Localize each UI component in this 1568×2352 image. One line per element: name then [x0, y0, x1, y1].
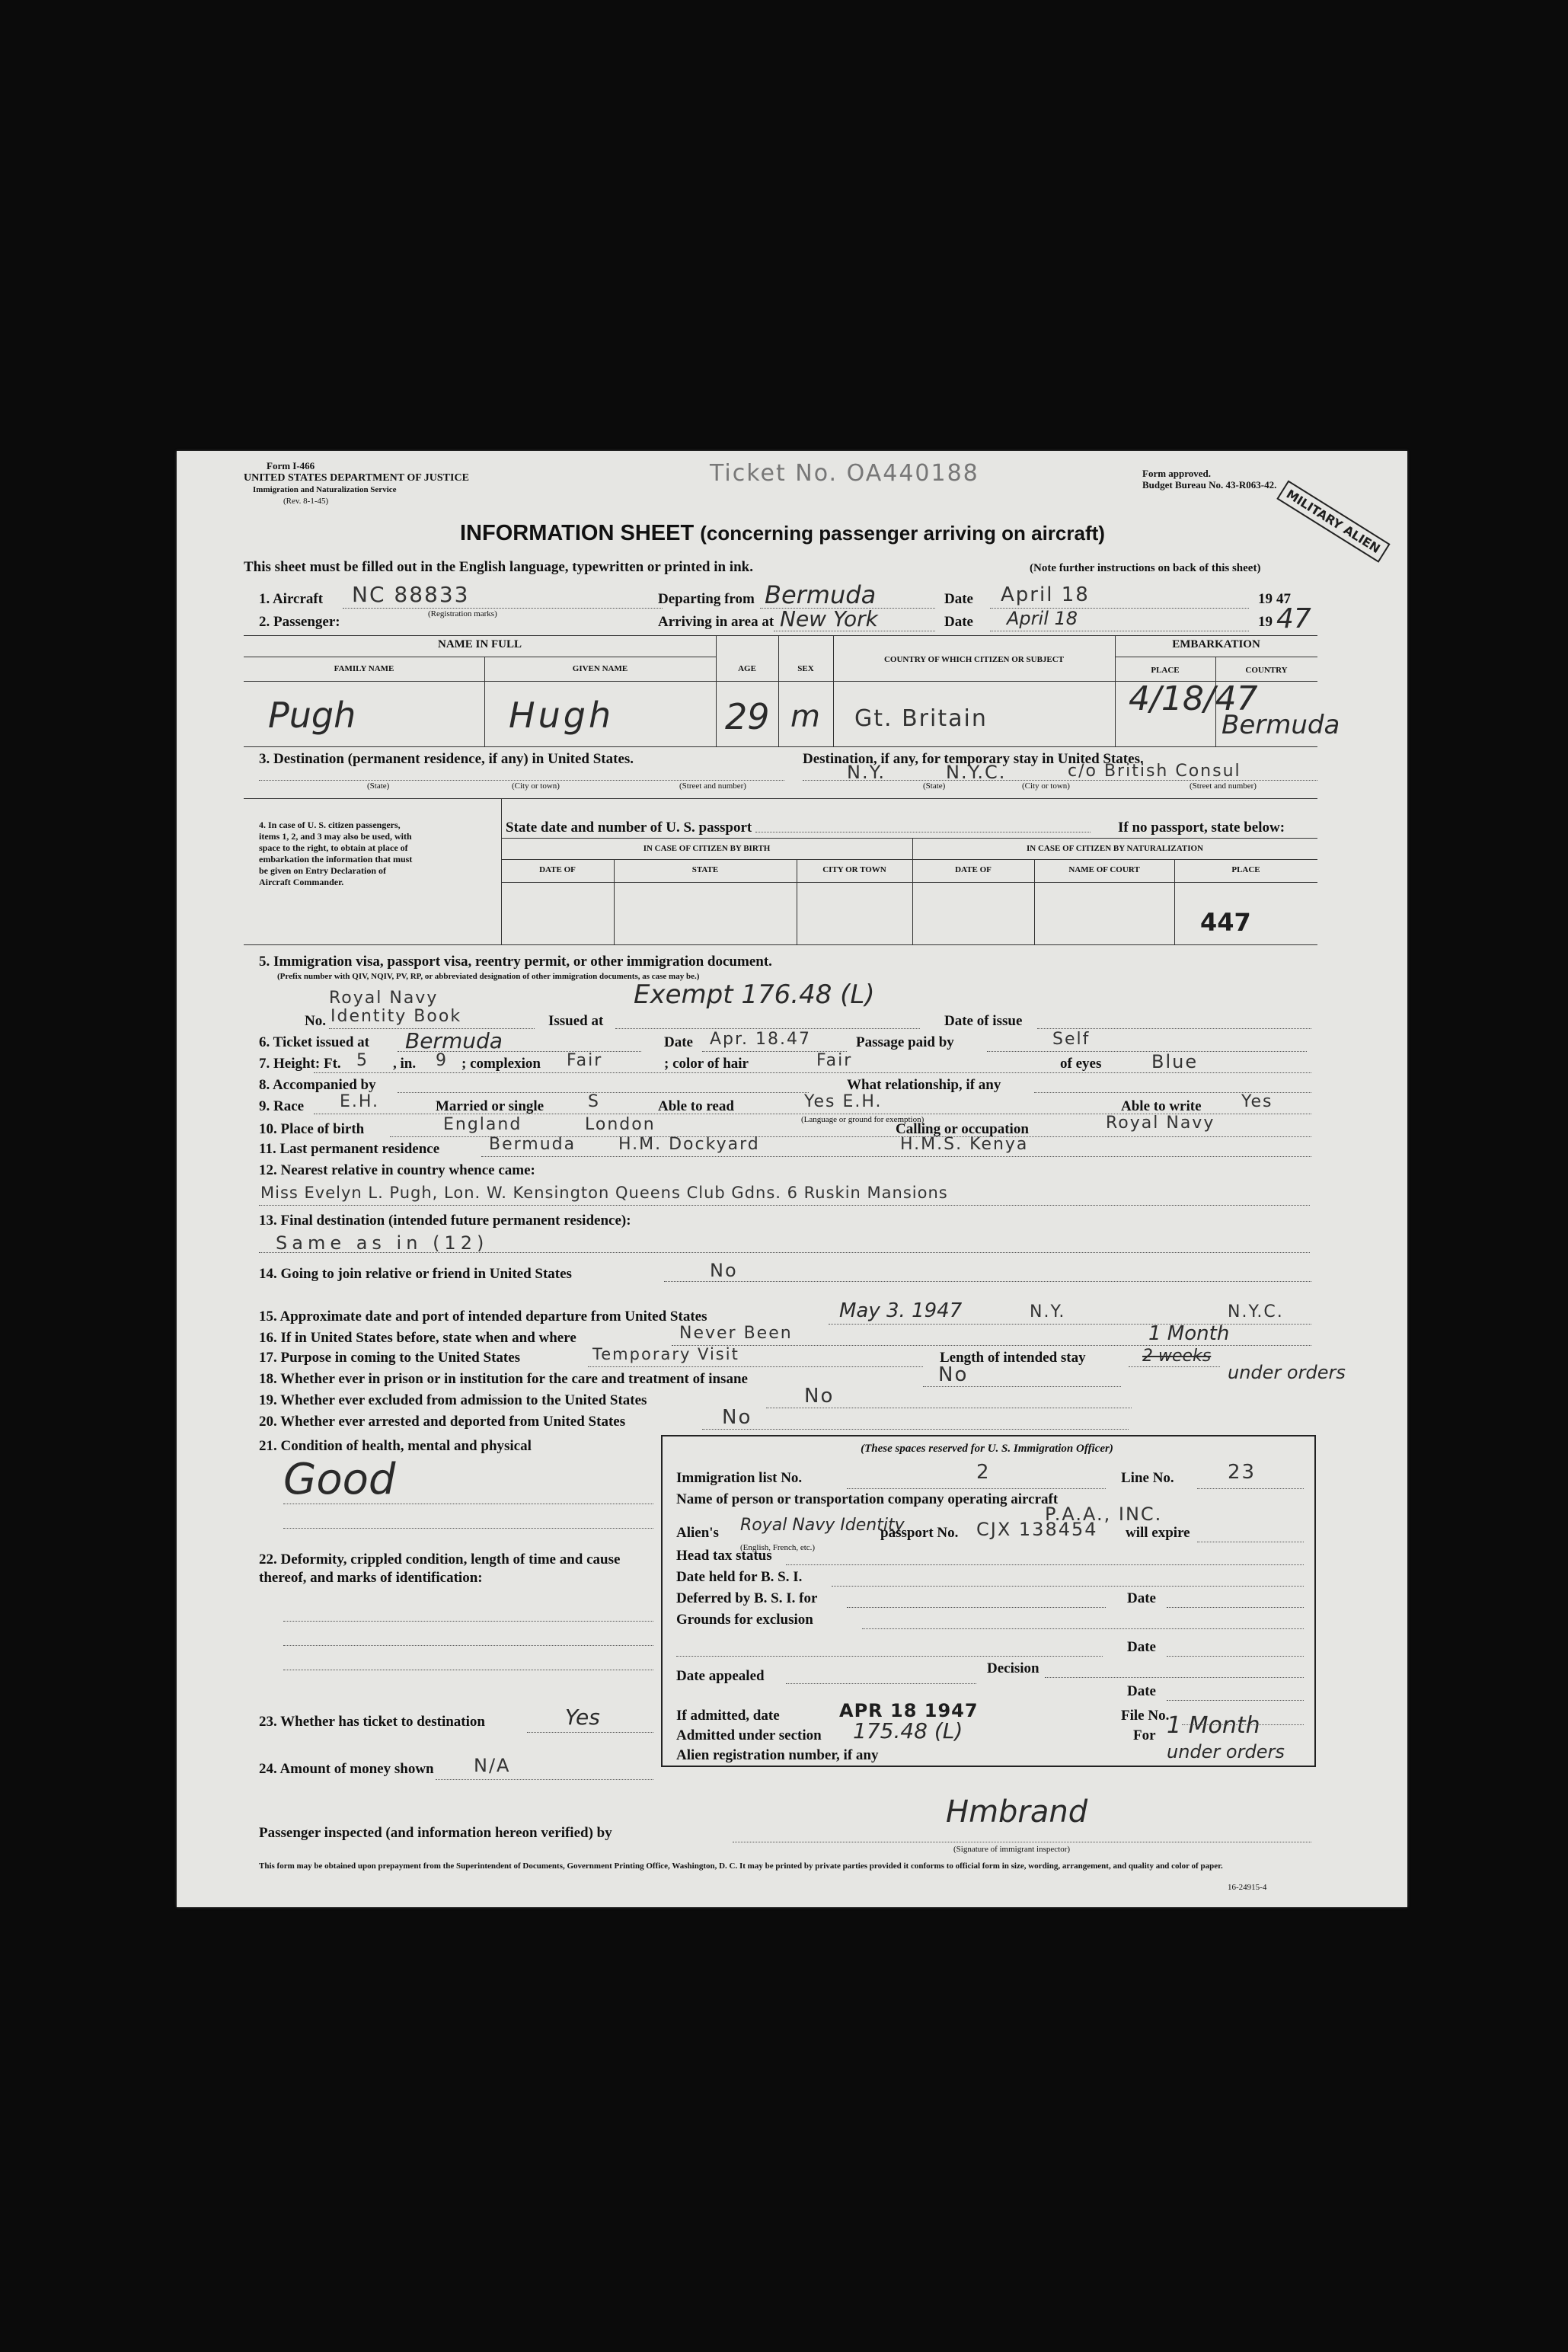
service-name: Immigration and Naturalization Service [253, 485, 397, 494]
document-no-label: No. [305, 1013, 326, 1029]
purpose-value: Temporary Visit [592, 1345, 739, 1363]
deported-value: No [722, 1406, 752, 1429]
form-sheet [177, 451, 1407, 1907]
health-label: 21. Condition of health, mental and physical [259, 1438, 532, 1454]
deformity-label: 22. Deformity, crippled condition, length of time and cause thereof, and marks of identification: [259, 1551, 621, 1586]
write-value: Yes [1241, 1092, 1273, 1111]
accompanied-label: 8. Accompanied by [259, 1077, 376, 1093]
prior-visit-label: 16. If in United States before, state when and where [259, 1330, 576, 1346]
language-caption: (Language or ground for exemption) [801, 1115, 925, 1124]
nearest-relative-value: Miss Evelyn L. Pugh, Lon. W. Kensington Queens Club Gdns. 6 Ruskin Mansions [260, 1184, 948, 1202]
page-number-stamp: 447 [1200, 908, 1251, 937]
occupation-label: Calling or occupation [896, 1121, 1029, 1137]
height-label: 7. Height: Ft. [259, 1056, 341, 1072]
form-number: Form I-466 [267, 460, 315, 471]
budget-bureau-number: Budget Bureau No. 43-R063-42. [1142, 479, 1277, 491]
temp-destination-label: Destination, if any, for temporary stay in United States. [803, 751, 1144, 767]
birth-city-value: London [585, 1115, 656, 1134]
last-residence-country: Bermuda [489, 1135, 576, 1154]
departure-plan-state: N.Y. [1030, 1302, 1066, 1321]
ticket-to-destination-label: 23. Whether has ticket to destination [259, 1714, 485, 1730]
passport-no-value: CJX 138454 [976, 1519, 1098, 1540]
married-value: S [588, 1092, 600, 1111]
race-value: E.H. [340, 1092, 380, 1111]
passenger-label: 2. Passenger: [259, 614, 340, 630]
passage-paid-label: Passage paid by [856, 1034, 954, 1050]
embarkation-header: EMBARKATION [1172, 638, 1260, 650]
passage-paid-value: Self [1052, 1030, 1091, 1049]
hair-color-label: ; color of hair [664, 1056, 749, 1072]
instruction-text: This sheet must be filled out in the English language, typewritten or printed in ink. [244, 559, 753, 575]
military-alien-stamp: MILITARY ALIEN [1276, 480, 1390, 562]
decision-label: Decision [987, 1660, 1039, 1676]
stay-correction: 1 Month [1148, 1322, 1230, 1345]
departure-plan-label: 15. Approximate date and port of intended departure from United States [259, 1309, 707, 1325]
line-no-label: Line No. [1121, 1470, 1174, 1486]
money-value: N/A [474, 1755, 511, 1776]
exempt-section: Exempt 176.48 (L) [634, 979, 875, 1010]
date-label-2: Date [944, 614, 973, 630]
departure-plan-date: May 3. 1947 [839, 1299, 963, 1322]
alien-registration-label: Alien registration number, if any [676, 1747, 879, 1763]
race-label: 9. Race [259, 1098, 305, 1114]
passport-label: State date and number of U. S. passport [506, 820, 752, 836]
aircraft-registration: NC 88833 [352, 582, 470, 607]
family-name-header: FAMILY NAME [334, 664, 394, 673]
excluded-label: 19. Whether ever excluded from admission to the United States [259, 1392, 647, 1408]
aircraft-label: 1. Aircraft [259, 591, 324, 607]
street-caption-2: (Street and number) [1190, 781, 1257, 791]
name-in-full-header: NAME IN FULL [437, 638, 522, 650]
departure-year: 47 [1276, 591, 1291, 607]
departure-plan-city: N.Y.C. [1228, 1302, 1284, 1321]
prior-visit-value: Never Been [679, 1324, 793, 1343]
passport-no-label: passport No. [880, 1525, 959, 1541]
money-label: 24. Amount of money shown [259, 1761, 434, 1777]
date-appealed-label: Date appealed [676, 1668, 765, 1684]
col-state: STATE [691, 865, 719, 874]
decision-date-label: Date [1127, 1683, 1156, 1699]
prison-label: 18. Whether ever in prison or in institution for the care and treatment of insane [259, 1371, 748, 1387]
col-place: PLACE [1231, 865, 1260, 874]
temp-state-value: N.Y. [847, 762, 886, 783]
col-date-of-1: DATE OF [539, 865, 576, 874]
occupation-value: Royal Navy [1106, 1114, 1215, 1133]
given-name-value: Hugh [509, 695, 615, 736]
height-in-value: 9 [436, 1051, 448, 1070]
stay-length-value: 2 weeks [1142, 1347, 1212, 1366]
embark-country-value: Bermuda [1222, 710, 1340, 740]
visa-sub-instruction: (Prefix number with QIV, NQIV, PV, RP, or abbreviated designation of other immigration documents, as case may be.) [277, 972, 700, 981]
relationship-label: What relationship, if any [847, 1077, 1001, 1093]
revision-date: (Rev. 8-1-45) [283, 497, 329, 506]
street-caption-1: (Street and number) [679, 781, 746, 791]
stay-note: under orders [1228, 1362, 1346, 1383]
ticket-date-label: Date [664, 1034, 693, 1050]
admitted-section-label: Admitted under section [676, 1727, 822, 1743]
nearest-relative-label: 12. Nearest relative in country whence came: [259, 1162, 535, 1178]
country-header: COUNTRY OF WHICH CITIZEN OR SUBJECT [883, 655, 1065, 664]
col-city-or-town: CITY OR TOWN [822, 865, 886, 874]
inspected-by-label: Passenger inspected (and information hereon verified) by [259, 1825, 612, 1841]
city-caption-1: (City or town) [512, 781, 560, 791]
eye-color-label: of eyes [1060, 1056, 1102, 1072]
citizen-country-value: Gt. Britain [854, 705, 988, 732]
deferred-date-label: Date [1127, 1590, 1156, 1606]
last-residence-street: H.M.S. Kenya [900, 1135, 1029, 1154]
form-code: 16-24915-4 [1228, 1883, 1267, 1892]
footer-fine-print: This form may be obtained upon prepayment from the Superintendent of Documents, Government Printing Office, Washington, D. C. It may be printed by private parties provided it conforms to official form in size, wording, arrangement, and quality and color of paper. [259, 1861, 1223, 1871]
deferred-label: Deferred by B. S. I. for [676, 1590, 818, 1606]
registration-caption: (Registration marks) [428, 609, 497, 618]
ticket-to-destination-value: Yes [565, 1705, 600, 1730]
write-label: Able to write [1121, 1098, 1202, 1114]
excluded-value: No [804, 1385, 835, 1408]
age-header: AGE [738, 664, 756, 673]
age-value: 29 [725, 696, 770, 737]
height-ft-value: 5 [356, 1051, 369, 1070]
issued-at-label: Issued at [548, 1013, 604, 1029]
hair-color-value: Fair [816, 1051, 853, 1070]
health-value: Good [283, 1455, 396, 1504]
for-label: For [1133, 1727, 1156, 1743]
join-relative-label: 14. Going to join relative or friend in United States [259, 1266, 572, 1282]
state-caption-1: (State) [367, 781, 390, 791]
arriving-label: Arriving in area at [658, 614, 774, 630]
birthplace-label: 10. Place of birth [259, 1121, 365, 1137]
read-label: Able to read [658, 1098, 734, 1114]
complexion-label: ; complexion [461, 1056, 541, 1072]
family-name-value: Pugh [268, 695, 356, 736]
departure-date: April 18 [1001, 583, 1090, 606]
eye-color-value: Blue [1151, 1051, 1199, 1072]
purpose-label: 17. Purpose in coming to the United States [259, 1350, 521, 1366]
alien-label: Alien's [676, 1525, 719, 1541]
state-caption-2: (State) [923, 781, 946, 791]
signature-caption: (Signature of immigrant inspector) [953, 1845, 1071, 1854]
line-no-value: 23 [1228, 1461, 1257, 1484]
visa-document: Royal Navy [329, 989, 439, 1008]
temp-street-value: c/o British Consul [1068, 762, 1241, 781]
height-in-label: , in. [393, 1056, 417, 1072]
company-label: Name of person or transportation company operating aircraft [676, 1491, 1059, 1507]
alien-document-value: Royal Navy Identity [740, 1516, 905, 1535]
immigration-list-value: 2 [976, 1461, 991, 1484]
grounds-exclusion-label: Grounds for exclusion [676, 1612, 813, 1628]
final-destination-label: 13. Final destination (intended future permanent residence): [259, 1213, 631, 1229]
exclusion-date-label: Date [1127, 1639, 1156, 1655]
destination-label: 3. Destination (permanent residence, if any) in United States. [259, 751, 634, 767]
company-value: P.A.A., INC. [1045, 1504, 1163, 1525]
married-label: Married or single [436, 1098, 544, 1114]
final-destination-value: Same as in (12) [276, 1232, 489, 1254]
admitted-date-label: If admitted, date [676, 1708, 780, 1724]
year-prefix-1: 19 [1258, 591, 1273, 607]
citizen-by-naturalization-header: IN CASE OF CITIZEN BY NATURALIZATION [1027, 844, 1203, 853]
held-for-bsi-label: Date held for B. S. I. [676, 1569, 803, 1585]
deported-label: 20. Whether ever arrested and deported from United States [259, 1414, 626, 1430]
for-value: 1 Month [1167, 1712, 1260, 1739]
file-no-label: File No. [1121, 1708, 1170, 1724]
date-label-1: Date [944, 591, 973, 607]
will-expire-label: will expire [1126, 1525, 1190, 1541]
date-of-issue-label: Date of issue [944, 1013, 1023, 1029]
for-note: under orders [1167, 1741, 1285, 1762]
note-text: (Note further instructions on back of this sheet) [1030, 562, 1261, 574]
read-value: Yes E.H. [804, 1092, 883, 1111]
join-relative-value: No [710, 1260, 738, 1281]
admitted-section-value: 175.48 (L) [853, 1718, 963, 1743]
stay-length-label: Length of intended stay [940, 1350, 1086, 1366]
form-approved: Form approved. [1142, 468, 1212, 479]
ticket-date-value: Apr. 18.47 [710, 1030, 812, 1049]
col-name-of-court: NAME OF COURT [1068, 865, 1140, 874]
sex-value: m [790, 699, 820, 734]
departing-value: Bermuda [765, 580, 877, 609]
inspector-signature: Hmbrand [946, 1794, 1088, 1830]
given-name-header: GIVEN NAME [572, 664, 628, 673]
ticket-issued-value: Bermuda [405, 1028, 503, 1053]
complexion-value: Fair [567, 1051, 603, 1070]
us-citizen-instructions: 4. In case of U. S. citizen passengers, items 1, 2, and 3 may also be used, with space to the right, to obtain at place of embarkation the information that must be given on Entry Declaration of Aircraft Commander. [259, 820, 413, 887]
col-date-of-2: DATE OF [955, 865, 992, 874]
department-name: UNITED STATES DEPARTMENT OF JUSTICE [244, 472, 469, 484]
document-no-value: Identity Book [331, 1007, 462, 1026]
year-prefix-2: 19 [1258, 614, 1273, 630]
ticket-number: Ticket No. OA440188 [710, 460, 979, 487]
embark-place-value: 4/18/47 [1129, 679, 1258, 718]
arrival-date: April 18 [1007, 608, 1078, 629]
language-caption-2: (English, French, etc.) [740, 1543, 816, 1552]
head-tax-label: Head tax status [676, 1548, 772, 1564]
no-passport-label: If no passport, state below: [1118, 820, 1285, 836]
birth-country-value: England [443, 1115, 522, 1134]
admitted-date-stamp: APR 18 1947 [839, 1700, 979, 1721]
arrival-year: 47 [1276, 603, 1311, 634]
visa-label: 5. Immigration visa, passport visa, reentry permit, or other immigration document. [259, 954, 772, 970]
immigration-list-label: Immigration list No. [676, 1470, 803, 1486]
temp-city-value: N.Y.C. [946, 762, 1007, 783]
arriving-value: New York [780, 606, 878, 631]
prison-value: No [938, 1363, 969, 1386]
sex-header: SEX [797, 664, 814, 673]
departing-label: Departing from [658, 591, 755, 607]
last-residence-city: H.M. Dockyard [618, 1135, 760, 1154]
place-header: PLACE [1151, 666, 1180, 675]
last-residence-label: 11. Last permanent residence [259, 1141, 440, 1157]
officer-box-title: (These spaces reserved for U. S. Immigration Officer) [861, 1443, 1113, 1455]
form-title: INFORMATION SHEET (concerning passenger arriving on aircraft) [460, 521, 1105, 545]
city-caption-2: (City or town) [1022, 781, 1070, 791]
embark-country-header: COUNTRY [1245, 666, 1288, 675]
ticket-issued-label: 6. Ticket issued at [259, 1034, 369, 1050]
citizen-by-birth-header: IN CASE OF CITIZEN BY BIRTH [643, 844, 771, 853]
